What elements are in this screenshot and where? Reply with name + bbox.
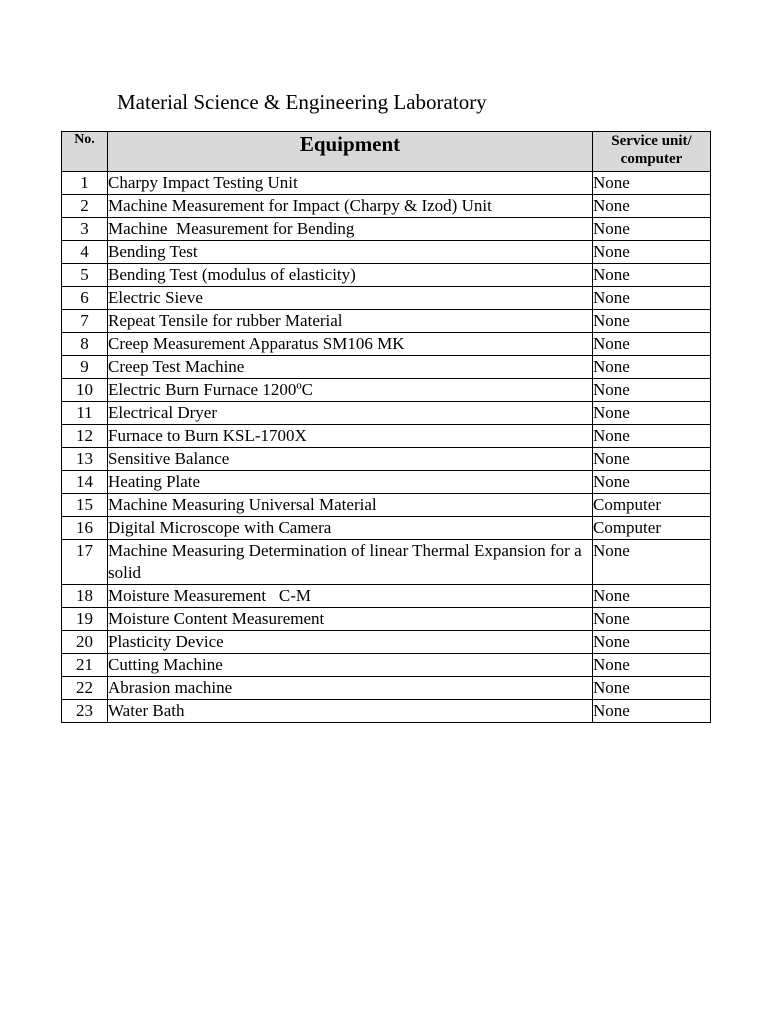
service-unit: None bbox=[593, 448, 711, 471]
equipment-name: Creep Test Machine bbox=[108, 356, 593, 379]
equipment-name: Water Bath bbox=[108, 700, 593, 723]
table-row bbox=[62, 379, 711, 402]
table-row bbox=[62, 195, 711, 218]
service-unit: None bbox=[593, 333, 711, 356]
table-row bbox=[62, 517, 711, 540]
table-row bbox=[62, 700, 711, 723]
equipment-name: Electrical Dryer bbox=[108, 402, 593, 425]
table-row bbox=[62, 631, 711, 654]
service-unit: None bbox=[593, 654, 711, 677]
row-number: 5 bbox=[62, 264, 108, 287]
table-row bbox=[62, 333, 711, 356]
equipment-name: Plasticity Device bbox=[108, 631, 593, 654]
table-row bbox=[62, 471, 711, 494]
service-unit: None bbox=[593, 585, 711, 608]
row-number: 1 bbox=[62, 172, 108, 195]
table-row bbox=[62, 608, 711, 631]
equipment-name: Creep Measurement Apparatus SM106 MK bbox=[108, 333, 593, 356]
equipment-name: Charpy Impact Testing Unit bbox=[108, 172, 593, 195]
equipment-name: Moisture Measurement C-M bbox=[108, 585, 593, 608]
table-row bbox=[62, 264, 711, 287]
equipment-name: Repeat Tensile for rubber Material bbox=[108, 310, 593, 333]
service-unit: None bbox=[593, 677, 711, 700]
row-number: 13 bbox=[62, 448, 108, 471]
equipment-name: Furnace to Burn KSL-1700X bbox=[108, 425, 593, 448]
table-row bbox=[62, 402, 711, 425]
row-number: 20 bbox=[62, 631, 108, 654]
row-number: 8 bbox=[62, 333, 108, 356]
table-row bbox=[62, 310, 711, 333]
service-unit: None bbox=[593, 379, 711, 402]
service-unit: None bbox=[593, 241, 711, 264]
table-row bbox=[62, 540, 711, 585]
header-no: No. bbox=[62, 132, 108, 172]
row-number: 16 bbox=[62, 517, 108, 540]
service-unit: None bbox=[593, 195, 711, 218]
row-number: 22 bbox=[62, 677, 108, 700]
table-row bbox=[62, 448, 711, 471]
table-header bbox=[62, 132, 711, 172]
table-row bbox=[62, 172, 711, 195]
service-unit: None bbox=[593, 310, 711, 333]
table-row bbox=[62, 356, 711, 379]
row-number: 11 bbox=[62, 402, 108, 425]
equipment-table bbox=[61, 131, 711, 723]
row-number: 21 bbox=[62, 654, 108, 677]
equipment-name: Moisture Content Measurement bbox=[108, 608, 593, 631]
equipment-name: Machine Measurement for Bending bbox=[108, 218, 593, 241]
row-number: 15 bbox=[62, 494, 108, 517]
header-service-line2: computer bbox=[620, 151, 683, 167]
service-unit: Computer bbox=[593, 494, 711, 517]
service-unit: None bbox=[593, 264, 711, 287]
row-number: 23 bbox=[62, 700, 108, 723]
service-unit: None bbox=[593, 700, 711, 723]
row-number: 18 bbox=[62, 585, 108, 608]
header-service-line1: Service unit/ bbox=[611, 133, 692, 149]
table-row bbox=[62, 241, 711, 264]
row-number: 19 bbox=[62, 608, 108, 631]
equipment-name: Machine Measuring Determination of linear Thermal Expansion for a solid bbox=[108, 540, 593, 585]
service-unit: None bbox=[593, 356, 711, 379]
equipment-name: Bending Test bbox=[108, 241, 593, 264]
service-unit: None bbox=[593, 471, 711, 494]
table-row bbox=[62, 494, 711, 517]
page-title: Material Science & Engineering Laboratory bbox=[117, 90, 487, 114]
row-number: 9 bbox=[62, 356, 108, 379]
equipment-name: Sensitive Balance bbox=[108, 448, 593, 471]
service-unit: None bbox=[593, 631, 711, 654]
service-unit: Computer bbox=[593, 517, 711, 540]
service-unit: None bbox=[593, 425, 711, 448]
row-number: 3 bbox=[62, 218, 108, 241]
row-number: 10 bbox=[62, 379, 108, 402]
header-equipment: Equipment bbox=[108, 132, 593, 172]
service-unit: None bbox=[593, 287, 711, 310]
table-row bbox=[62, 585, 711, 608]
row-number: 6 bbox=[62, 287, 108, 310]
equipment-name: Electric Sieve bbox=[108, 287, 593, 310]
equipment-name: Heating Plate bbox=[108, 471, 593, 494]
equipment-name: Digital Microscope with Camera bbox=[108, 517, 593, 540]
row-number: 14 bbox=[62, 471, 108, 494]
equipment-name: Machine Measuring Universal Material bbox=[108, 494, 593, 517]
table-row bbox=[62, 287, 711, 310]
equipment-name: Bending Test (modulus of elasticity) bbox=[108, 264, 593, 287]
equipment-name: Cutting Machine bbox=[108, 654, 593, 677]
table-row bbox=[62, 677, 711, 700]
row-number: 12 bbox=[62, 425, 108, 448]
equipment-name: Machine Measurement for Impact (Charpy & Izod) Unit bbox=[108, 195, 593, 218]
equipment-name: Electric Burn Furnace 1200ºC bbox=[108, 379, 593, 402]
header-row bbox=[62, 132, 711, 172]
equipment-name: Abrasion machine bbox=[108, 677, 593, 700]
row-number: 17 bbox=[62, 540, 108, 585]
row-number: 4 bbox=[62, 241, 108, 264]
service-unit: None bbox=[593, 172, 711, 195]
row-number: 2 bbox=[62, 195, 108, 218]
table-row bbox=[62, 218, 711, 241]
service-unit: None bbox=[593, 218, 711, 241]
header-service bbox=[593, 132, 711, 172]
table-row bbox=[62, 425, 711, 448]
row-number: 7 bbox=[62, 310, 108, 333]
service-unit: None bbox=[593, 608, 711, 631]
service-unit: None bbox=[593, 402, 711, 425]
table-row bbox=[62, 654, 711, 677]
table-body bbox=[62, 172, 711, 723]
service-unit: None bbox=[593, 540, 711, 585]
